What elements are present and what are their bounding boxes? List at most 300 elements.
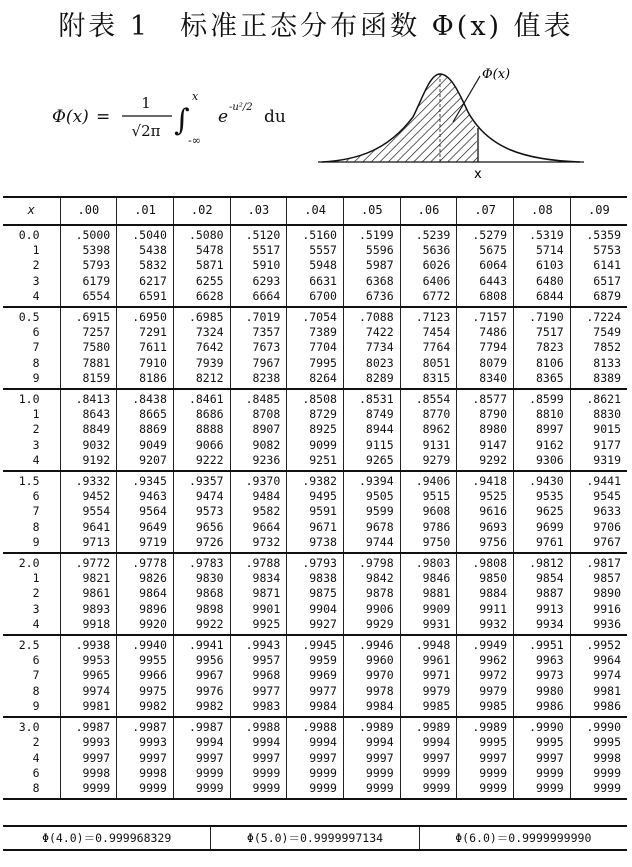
- table-cell: 6443: [457, 274, 514, 289]
- table-cell: 9999: [570, 781, 627, 799]
- table-cell: 9909: [400, 602, 457, 617]
- formula-lower-limit: -∞: [188, 134, 201, 147]
- table-cell: 9319: [570, 453, 627, 471]
- table-cell: 9699: [514, 520, 571, 535]
- table-cell: 9147: [457, 438, 514, 453]
- table-cell: 7486: [457, 325, 514, 340]
- table-cell: 6103: [514, 258, 571, 273]
- col-header: .08: [514, 197, 571, 225]
- table-cell: 8686: [173, 407, 230, 422]
- table-cell: .9332: [60, 471, 117, 489]
- table-cell: 6293: [230, 274, 287, 289]
- table-cell: 9913: [514, 602, 571, 617]
- table-cell: 8079: [457, 356, 514, 371]
- table-cell: 9608: [400, 504, 457, 519]
- table-cell: 9525: [457, 489, 514, 504]
- table-cell: 9957: [230, 653, 287, 668]
- table-cell: 6808: [457, 289, 514, 307]
- table-cell: 9981: [60, 699, 117, 717]
- table-cell: 6517: [570, 274, 627, 289]
- table-cell: 5438: [117, 243, 174, 258]
- table-cell: .5199: [343, 225, 400, 243]
- table-cell: 9960: [343, 653, 400, 668]
- table-cell: 9756: [457, 535, 514, 553]
- table-cell: 5557: [287, 243, 344, 258]
- col-header: .05: [343, 197, 400, 225]
- table-cell: 9474: [173, 489, 230, 504]
- table-cell: 5596: [343, 243, 400, 258]
- table-cell: 7549: [570, 325, 627, 340]
- table-cell: .8599: [514, 389, 571, 407]
- x-value: 1: [32, 243, 40, 258]
- table-cell: 9973: [514, 668, 571, 683]
- table-cell: .9441: [570, 471, 627, 489]
- table-cell: 9976: [173, 684, 230, 699]
- table-cell: .9817: [570, 553, 627, 571]
- table-cell: 9573: [173, 504, 230, 519]
- table-row: [3, 258, 627, 273]
- table-cell: 9999: [117, 781, 174, 799]
- table-cell: 7454: [400, 325, 457, 340]
- x-value: 6: [32, 325, 40, 340]
- table-cell: .6950: [117, 307, 174, 325]
- x-value: 0.5: [18, 310, 40, 325]
- table-row: [3, 717, 627, 735]
- table-cell: 9963: [514, 653, 571, 668]
- table-cell: 9975: [117, 684, 174, 699]
- table-cell: 7967: [230, 356, 287, 371]
- footer-values: [3, 825, 627, 851]
- table-cell: 9997: [400, 751, 457, 766]
- table-cell: 8106: [514, 356, 571, 371]
- table-cell: 9649: [117, 520, 174, 535]
- table-cell: 8315: [400, 371, 457, 389]
- table-cell: 8997: [514, 422, 571, 437]
- table-cell: 9967: [173, 668, 230, 683]
- table-cell: 9936: [570, 617, 627, 635]
- formula-base: e: [218, 107, 229, 127]
- table-cell: 9986: [514, 699, 571, 717]
- table-cell: 9994: [173, 735, 230, 750]
- table-cell: 9971: [400, 668, 457, 683]
- x-value: 3: [32, 273, 40, 288]
- table-cell: 9251: [287, 453, 344, 471]
- table-cell: .9989: [400, 717, 457, 735]
- table-row: [3, 438, 627, 453]
- table-cell: 7734: [343, 340, 400, 355]
- table-cell: .9988: [287, 717, 344, 735]
- table-cell: 9922: [173, 617, 230, 635]
- footer-phi-6: Φ(6.0)＝0.9999999990: [419, 827, 627, 849]
- table-cell: 9997: [457, 751, 514, 766]
- table-cell: 9115: [343, 438, 400, 453]
- table-cell: .9772: [60, 553, 117, 571]
- table-row: [3, 602, 627, 617]
- table-cell: 9854: [514, 571, 571, 586]
- table-cell: .8508: [287, 389, 344, 407]
- table-cell: 9977: [230, 684, 287, 699]
- table-cell: 9850: [457, 571, 514, 586]
- table-cell: 9929: [343, 617, 400, 635]
- table-cell: 7823: [514, 340, 571, 355]
- table-cell: 7357: [230, 325, 287, 340]
- table-row: [3, 653, 627, 668]
- x-value: 1: [32, 571, 40, 586]
- table-cell: 6664: [230, 289, 287, 307]
- table-cell: .5000: [60, 225, 117, 243]
- table-cell: .5040: [117, 225, 174, 243]
- table-cell: 8665: [117, 407, 174, 422]
- table-cell: .9946: [343, 635, 400, 653]
- table-cell: 9959: [287, 653, 344, 668]
- table-row: [3, 371, 627, 389]
- table-cell: .8621: [570, 389, 627, 407]
- curve-label: Φ(x): [482, 67, 511, 82]
- table-cell: 9049: [117, 438, 174, 453]
- table-cell: 8810: [514, 407, 571, 422]
- table-cell: 9932: [457, 617, 514, 635]
- table-cell: 8023: [343, 356, 400, 371]
- table-cell: .5279: [457, 225, 514, 243]
- table-cell: .9941: [173, 635, 230, 653]
- table-cell: .9406: [400, 471, 457, 489]
- table-row: [3, 389, 627, 407]
- table-cell: 9207: [117, 453, 174, 471]
- table-cell: .8438: [117, 389, 174, 407]
- table-cell: .5239: [400, 225, 457, 243]
- table-cell: 6179: [60, 274, 117, 289]
- table-cell: 6026: [400, 258, 457, 273]
- table-cell: 9999: [400, 781, 457, 799]
- table-cell: .6985: [173, 307, 230, 325]
- table-cell: 9732: [230, 535, 287, 553]
- formula-equals: =: [96, 107, 111, 127]
- table-cell: .7088: [343, 307, 400, 325]
- table-cell: 8830: [570, 407, 627, 422]
- table-cell: 8289: [343, 371, 400, 389]
- table-cell: 9890: [570, 586, 627, 601]
- table-cell: .8485: [230, 389, 287, 407]
- table-cell: 9495: [287, 489, 344, 504]
- table-cell: 9599: [343, 504, 400, 519]
- table-cell: 9554: [60, 504, 117, 519]
- table-block: [3, 389, 627, 471]
- table-cell: .9812: [514, 553, 571, 571]
- table-cell: 5793: [60, 258, 117, 273]
- x-value: 8: [32, 683, 40, 698]
- table-cell: 9726: [173, 535, 230, 553]
- table-row: [3, 289, 627, 307]
- table-cell: 9484: [230, 489, 287, 504]
- table-cell: 9861: [60, 586, 117, 601]
- table-cell: 9826: [117, 571, 174, 586]
- table-cell: 9306: [514, 453, 571, 471]
- table-cell: 9901: [230, 602, 287, 617]
- col-header: .06: [400, 197, 457, 225]
- table-cell: 9931: [400, 617, 457, 635]
- table-cell: 9997: [117, 751, 174, 766]
- table-cell: 9934: [514, 617, 571, 635]
- table-cell: 9633: [570, 504, 627, 519]
- formula-numerator: 1: [141, 94, 151, 112]
- table-cell: 9904: [287, 602, 344, 617]
- table-cell: 9999: [230, 781, 287, 799]
- table-cell: .9345: [117, 471, 174, 489]
- col-header: .00: [60, 197, 117, 225]
- table-cell: 9994: [287, 735, 344, 750]
- table-row: [3, 781, 627, 799]
- table-block: [3, 225, 627, 307]
- table-cell: 9999: [287, 781, 344, 799]
- col-header: .02: [173, 197, 230, 225]
- table-cell: 9838: [287, 571, 344, 586]
- table-cell: 9786: [400, 520, 457, 535]
- table-cell: 9961: [400, 653, 457, 668]
- table-cell: 9995: [570, 735, 627, 750]
- table-cell: 9978: [343, 684, 400, 699]
- page-title: 附表 1 标准正态分布函数 Φ(x) 值表: [58, 11, 574, 42]
- table-cell: 9664: [230, 520, 287, 535]
- table-header-row: [3, 197, 627, 225]
- table-block: [3, 635, 627, 717]
- table-cell: 8340: [457, 371, 514, 389]
- table-cell: 9842: [343, 571, 400, 586]
- normal-table: [3, 196, 627, 800]
- table-cell: .9987: [173, 717, 230, 735]
- table-cell: 9846: [400, 571, 457, 586]
- table-cell: 9265: [343, 453, 400, 471]
- table-cell: .7190: [514, 307, 571, 325]
- x-value: 4: [32, 750, 40, 765]
- x-value: 4: [3, 289, 60, 307]
- table-cell: .9989: [343, 717, 400, 735]
- table-cell: 9706: [570, 520, 627, 535]
- table-cell: .9988: [230, 717, 287, 735]
- x-value: 3: [32, 437, 40, 452]
- table-cell: 9582: [230, 504, 287, 519]
- table-cell: 5948: [287, 258, 344, 273]
- footer-phi-4: Φ(4.0)＝0.999968329: [42, 831, 172, 845]
- table-cell: 9983: [230, 699, 287, 717]
- table-cell: 9997: [173, 751, 230, 766]
- table-row: [3, 422, 627, 437]
- table-cell: .9989: [457, 717, 514, 735]
- table-row: [3, 571, 627, 586]
- table-cell: 9999: [514, 781, 571, 799]
- table-cell: .9778: [117, 553, 174, 571]
- table-cell: .5319: [514, 225, 571, 243]
- table-cell: 9738: [287, 535, 344, 553]
- table-cell: 9997: [230, 751, 287, 766]
- table-cell: .9370: [230, 471, 287, 489]
- table-row: [3, 407, 627, 422]
- table-row: [3, 586, 627, 601]
- x-value: 7: [32, 504, 40, 519]
- x-value: 2: [32, 422, 40, 437]
- x-value: 2: [32, 258, 40, 273]
- table-cell: 9993: [60, 735, 117, 750]
- table-cell: 6879: [570, 289, 627, 307]
- table-cell: 5636: [400, 243, 457, 258]
- table-cell: 7580: [60, 340, 117, 355]
- table-cell: 8133: [570, 356, 627, 371]
- x-value: 9: [3, 371, 60, 389]
- table-cell: 8643: [60, 407, 117, 422]
- table-cell: 9984: [287, 699, 344, 717]
- table-cell: 6554: [60, 289, 117, 307]
- table-cell: 9878: [343, 586, 400, 601]
- table-cell: 6217: [117, 274, 174, 289]
- table-cell: 9535: [514, 489, 571, 504]
- x-value: 2: [32, 586, 40, 601]
- table-cell: 9292: [457, 453, 514, 471]
- table-cell: 7995: [287, 356, 344, 371]
- table-cell: 6700: [287, 289, 344, 307]
- table-row: [3, 356, 627, 371]
- table-cell: 9015: [570, 422, 627, 437]
- table-cell: .9945: [287, 635, 344, 653]
- table-cell: 9999: [230, 766, 287, 781]
- table-block: [3, 471, 627, 553]
- table-cell: 9966: [117, 668, 174, 683]
- table-cell: 8212: [173, 371, 230, 389]
- formula-denominator: √2π: [131, 122, 161, 140]
- table-cell: .7157: [457, 307, 514, 325]
- table-cell: 9719: [117, 535, 174, 553]
- table-cell: 6631: [287, 274, 344, 289]
- x-value: 1.0: [18, 392, 40, 407]
- table-cell: 9830: [173, 571, 230, 586]
- table-cell: 9918: [60, 617, 117, 635]
- table-cell: 8962: [400, 422, 457, 437]
- table-cell: 9236: [230, 453, 287, 471]
- table-cell: 9875: [287, 586, 344, 601]
- table-cell: 7881: [60, 356, 117, 371]
- table-cell: 7910: [117, 356, 174, 371]
- table-cell: 9641: [60, 520, 117, 535]
- table-cell: 8708: [230, 407, 287, 422]
- table-cell: .5080: [173, 225, 230, 243]
- table-cell: 9995: [457, 735, 514, 750]
- table-cell: .7224: [570, 307, 627, 325]
- table-cell: 9998: [570, 751, 627, 766]
- table-row: [3, 504, 627, 519]
- table-cell: 9974: [60, 684, 117, 699]
- table-cell: 9857: [570, 571, 627, 586]
- x-value: 8: [32, 519, 40, 534]
- formula-lhs: Φ(x): [52, 107, 89, 127]
- table-cell: 9974: [570, 668, 627, 683]
- formula: [52, 88, 312, 148]
- table-row: [3, 307, 627, 325]
- table-cell: 9977: [287, 684, 344, 699]
- table-cell: 9750: [400, 535, 457, 553]
- table-cell: 7611: [117, 340, 174, 355]
- table-cell: 5987: [343, 258, 400, 273]
- table-row: [3, 225, 627, 243]
- table-cell: .9990: [570, 717, 627, 735]
- table-cell: 9671: [287, 520, 344, 535]
- table-cell: 8925: [287, 422, 344, 437]
- table-cell: 5714: [514, 243, 571, 258]
- table-cell: 9927: [287, 617, 344, 635]
- table-cell: 7642: [173, 340, 230, 355]
- table-row: [3, 668, 627, 683]
- table-cell: 8051: [400, 356, 457, 371]
- table-cell: .7054: [287, 307, 344, 325]
- table-cell: 9994: [343, 735, 400, 750]
- table-cell: 9999: [173, 781, 230, 799]
- table-cell: 9591: [287, 504, 344, 519]
- table-cell: .9418: [457, 471, 514, 489]
- table-cell: 9997: [287, 751, 344, 766]
- table-cell: 5478: [173, 243, 230, 258]
- table-cell: .6915: [60, 307, 117, 325]
- table-cell: 9962: [457, 653, 514, 668]
- table-row: [3, 735, 627, 750]
- table-cell: 9545: [570, 489, 627, 504]
- table-cell: 9980: [514, 684, 571, 699]
- table-cell: 9999: [457, 766, 514, 781]
- table-cell: 8749: [343, 407, 400, 422]
- table-cell: 9767: [570, 535, 627, 553]
- axis-x-label: x: [474, 167, 482, 180]
- table-cell: 9953: [60, 653, 117, 668]
- table-cell: 9999: [173, 766, 230, 781]
- table-cell: 9920: [117, 617, 174, 635]
- x-value: 6: [32, 489, 40, 504]
- table-row: [3, 489, 627, 504]
- table-cell: 9985: [457, 699, 514, 717]
- table-row: [3, 325, 627, 340]
- table-cell: 9972: [457, 668, 514, 683]
- table-cell: 9082: [230, 438, 287, 453]
- table-cell: .9987: [117, 717, 174, 735]
- table-cell: 9887: [514, 586, 571, 601]
- x-value: 7: [32, 340, 40, 355]
- table-cell: 5517: [230, 243, 287, 258]
- table-row: [3, 471, 627, 489]
- table-cell: 9979: [457, 684, 514, 699]
- table-row: [3, 635, 627, 653]
- table-cell: 8729: [287, 407, 344, 422]
- table-cell: .9357: [173, 471, 230, 489]
- table-cell: 9744: [343, 535, 400, 553]
- table-cell: .8577: [457, 389, 514, 407]
- x-value: 2: [32, 735, 40, 750]
- table-cell: 9066: [173, 438, 230, 453]
- table-cell: 9868: [173, 586, 230, 601]
- table-cell: .9430: [514, 471, 571, 489]
- table-cell: 9222: [173, 453, 230, 471]
- table-cell: 9834: [230, 571, 287, 586]
- table-cell: 9999: [60, 781, 117, 799]
- table-cell: 5832: [117, 258, 174, 273]
- table-cell: 9981: [570, 684, 627, 699]
- table-cell: 5675: [457, 243, 514, 258]
- table-cell: 6591: [117, 289, 174, 307]
- table-cell: 9979: [400, 684, 457, 699]
- table-cell: 6141: [570, 258, 627, 273]
- table-cell: 9986: [570, 699, 627, 717]
- x-value: 4: [3, 453, 60, 471]
- table-row: [3, 699, 627, 717]
- table-row: [3, 553, 627, 571]
- table-cell: 5753: [570, 243, 627, 258]
- table-cell: .5160: [287, 225, 344, 243]
- table-row: [3, 684, 627, 699]
- table-cell: .9951: [514, 635, 571, 653]
